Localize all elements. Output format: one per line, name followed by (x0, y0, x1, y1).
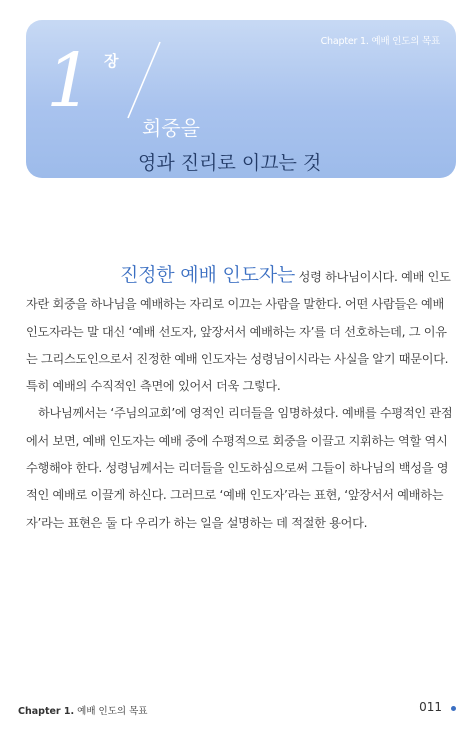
chapter-word: 장 (104, 52, 119, 70)
slash-divider-icon (126, 40, 162, 120)
chapter-title-line2: 영과 진리로 이끄는 것 (138, 152, 322, 174)
chapter-title-line1: 회중을 (142, 116, 200, 140)
footer-chapter (18, 703, 147, 717)
paragraph-1-text: 성령 하나님이시다. 예배 인도자란 회중을 하나님을 예배하는 자리로 이끄는 사람을 말한다. 어떤 사람들은 예배 인도자라는 말 대신 ‘예배 선도자, 앞장서서 예배하는 자’를 더 선호하는데, 그 이유는 그리스도인으로서 진정한 예배 인도자는 성령님이시라는 사실을 알기 때문이다. 특히 예배의 수직적인 측면에 있어서 더욱 그렇다. (26, 270, 451, 394)
page-number: 011 (419, 700, 442, 714)
page-dot-icon (451, 706, 456, 711)
body-text (26, 262, 456, 537)
footer-chapter-title: 예배 인도의 목표 (74, 706, 148, 717)
paragraph-2: 하나님께서는 ‘주님의교회’에 영적인 리더들을 임명하셨다. 예배를 수평적인 관점에서 보면, 예배 인도자는 예배 중에 수평적으로 회중을 이끌고 지휘하는 역할 역시 수행해야 한다. 성령님께서는 리더들을 인도하심으로써 그들이 하나님의 백성을 영적인 예배로 이끌게 하신다. 그러므로 ‘예배 인도자’라는 표현, ‘앞장서서 예배하는 자’라는 표현은 둘 다 우리가 하는 일을 설명하는 데 적절한 용어다. (26, 406, 453, 530)
lead-phrase: 진정한 예배 인도자는 (120, 264, 296, 286)
paragraph-1 (26, 262, 456, 400)
chapter-header-box (26, 20, 456, 178)
running-head: Chapter 1. 예배 인도의 목표 (320, 36, 440, 47)
chapter-number: 1 (46, 38, 94, 124)
footer-chapter-label: Chapter 1. (18, 706, 75, 717)
